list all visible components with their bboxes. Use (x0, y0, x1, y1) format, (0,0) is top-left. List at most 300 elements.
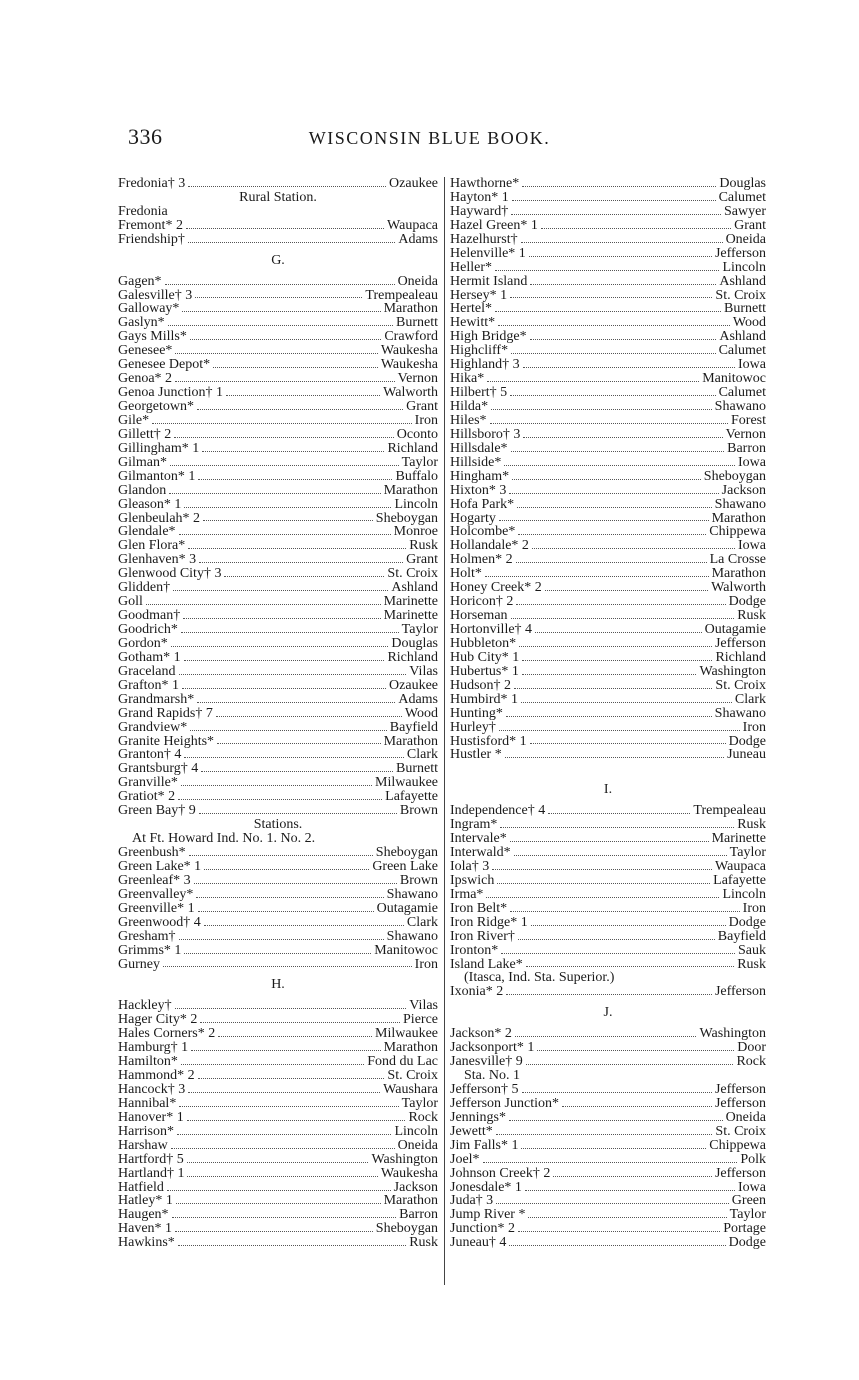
entry-county: Jefferson (714, 1081, 766, 1097)
entry-row (118, 860, 438, 874)
dot-leader (504, 464, 735, 466)
page-number: 336 (128, 124, 163, 149)
entry-row (450, 735, 766, 749)
entry-county: Chippewa (709, 1137, 766, 1153)
dot-leader (175, 380, 395, 382)
dot-leader (189, 854, 373, 856)
entry-row (118, 1013, 438, 1027)
entry-row (118, 776, 438, 790)
dot-leader (170, 464, 399, 466)
entry-name: Hixton* 3 (450, 482, 507, 498)
dot-leader (512, 199, 716, 201)
entry-row (118, 637, 438, 651)
entry-name: Grimms* 1 (118, 942, 182, 958)
entry-county: Washington (699, 1026, 766, 1042)
entry-row (118, 1083, 438, 1097)
entry-row (118, 846, 438, 860)
dot-leader (199, 812, 397, 814)
entry-county: Adams (398, 231, 438, 247)
entry-county: Ashland (719, 273, 766, 289)
dot-leader (514, 687, 712, 689)
entry-row (450, 595, 766, 609)
entry-county: Jefferson (714, 1165, 766, 1181)
entry-row (450, 205, 766, 219)
entry-row (450, 330, 766, 344)
entry-row (118, 1181, 438, 1195)
dot-leader (204, 868, 369, 870)
entry-county: Marinette (383, 608, 438, 624)
entry-row (118, 302, 438, 316)
entry-name: Hillsboro† 3 (450, 426, 521, 442)
entry-name: Jonesdale* 1 (450, 1179, 522, 1195)
entry-row (450, 302, 766, 316)
entry-county: Burnett (396, 315, 438, 331)
dot-leader (531, 924, 726, 926)
entry-row (118, 651, 438, 665)
entry-row (450, 846, 766, 860)
dot-leader (529, 255, 712, 257)
entry-county: Rusk (737, 956, 766, 972)
entry-row (450, 539, 766, 553)
entry-row (450, 958, 766, 972)
entry-row (118, 219, 438, 233)
dot-leader (181, 784, 372, 786)
dot-leader (510, 394, 715, 396)
entry-name: Goodman† (118, 608, 181, 624)
entry-row (450, 1181, 766, 1195)
entry-name: Irma* (450, 886, 484, 902)
entry-name: Humbird* 1 (450, 691, 519, 707)
entry-row (450, 400, 766, 414)
entry-row (118, 762, 438, 776)
dot-leader (199, 561, 403, 563)
entry-row (450, 553, 766, 567)
entry-row (450, 623, 766, 637)
entry-county: Jackson (721, 482, 766, 498)
dot-leader (173, 589, 388, 591)
entry-row (450, 581, 766, 595)
entry-row (450, 191, 766, 205)
entry-row (450, 707, 766, 721)
entry-name: Hatley* 1 (118, 1193, 173, 1209)
entry-row (118, 804, 438, 818)
entry-county: Lafayette (385, 789, 438, 805)
dot-leader (197, 408, 403, 410)
entry-row (450, 358, 766, 372)
dot-leader (515, 1035, 697, 1037)
entry-name: Granville* (118, 775, 178, 791)
dot-leader (491, 408, 712, 410)
dot-leader (217, 742, 381, 744)
entry-name: Hubbleton* (450, 635, 517, 651)
entry-county: Rusk (737, 608, 766, 624)
entry-row (118, 553, 438, 567)
entry-county: Marinette (711, 831, 766, 847)
entry-name: Hawthorne* (450, 176, 520, 191)
entry-name: Hazelhurst† (450, 231, 518, 247)
entry-row (450, 1097, 766, 1111)
entry-row (118, 1055, 438, 1069)
entry-row (450, 219, 766, 233)
entry-row (450, 721, 766, 735)
entry-name: Hales Corners* 2 (118, 1026, 216, 1042)
entry-row (118, 525, 438, 539)
entry-county: Lincoln (722, 259, 766, 275)
entry-row (450, 902, 766, 916)
dot-leader (505, 756, 724, 758)
dot-leader (511, 352, 715, 354)
entry-county: Iowa (738, 1179, 766, 1195)
dot-leader (190, 338, 382, 340)
entry-county: Rock (736, 1054, 766, 1070)
dot-leader (516, 561, 707, 563)
entry-row (450, 247, 766, 261)
entry-name: Georgetown* (118, 399, 194, 415)
entry-row (450, 944, 766, 958)
entry-county: Burnett (396, 761, 438, 777)
dot-leader (522, 1091, 712, 1093)
entry-county: Barron (399, 1207, 438, 1223)
entry-county: Sawyer (724, 203, 766, 219)
entry-row (118, 233, 438, 247)
entry-row (118, 1041, 438, 1055)
entry-name: Hazel Green* 1 (450, 217, 538, 233)
dot-leader (490, 422, 728, 424)
dot-leader (526, 965, 735, 967)
entry-name: Gordon* (118, 635, 168, 651)
column-right (450, 177, 766, 1250)
entry-county: Oneida (725, 231, 766, 247)
entry-county: Iron (742, 900, 766, 916)
dot-leader (198, 1077, 385, 1079)
entry-row (118, 595, 438, 609)
dot-leader (483, 1161, 738, 1163)
entry-name: Jacksonport* 1 (450, 1040, 535, 1056)
entry-county: Walworth (711, 580, 766, 596)
entry-county: Sheboygan (375, 845, 438, 861)
entry-name: Gresham† (118, 928, 176, 944)
entry-row (450, 275, 766, 289)
entry-row (118, 1208, 438, 1222)
dot-leader (179, 938, 384, 940)
entry-county: Sheboygan (375, 510, 438, 526)
entry-name: Genesee* (118, 343, 173, 359)
entry-county: Waukesha (380, 343, 438, 359)
entry-name: Hortonville† 4 (450, 622, 533, 637)
entry-county: Portage (723, 1221, 766, 1237)
entry-county: St. Croix (715, 287, 766, 303)
column-divider (444, 177, 445, 1285)
entry-county: Brown (399, 803, 438, 819)
entry-county: Clark (734, 691, 766, 707)
entry-name: Holmen* 2 (450, 552, 513, 568)
entry-row (118, 414, 438, 428)
entry-row (118, 665, 438, 679)
entry-county: Monroe (393, 524, 438, 540)
entry-row (118, 679, 438, 693)
entry-row (450, 316, 766, 330)
entry-name: Holcombe* (450, 524, 516, 540)
entry-name: Gilmanton* 1 (118, 468, 196, 484)
entry-row (118, 484, 438, 498)
entry-county: Milwaukee (375, 1026, 438, 1042)
entry-name: Greenwood† 4 (118, 914, 201, 930)
entry-row (450, 860, 766, 874)
entry-name: Harrison* (118, 1123, 174, 1139)
section-heading: H. (271, 977, 285, 993)
entry-county: Shawano (714, 705, 766, 721)
dot-leader (182, 687, 386, 689)
entry-name: Gile* (118, 412, 150, 428)
entry-county: Taylor (401, 454, 438, 470)
entry-county: Sauk (738, 942, 766, 958)
entry-county: Sheboygan (375, 1221, 438, 1237)
entry-county: Green (731, 1193, 766, 1209)
entry-county: Lincoln (394, 1123, 438, 1139)
entry-name: Galloway* (118, 301, 180, 317)
entry-county: Trempealeau (693, 803, 766, 819)
entry-row (450, 1236, 766, 1250)
entry-row (118, 916, 438, 930)
dot-leader (519, 645, 712, 647)
entry-row (118, 1222, 438, 1236)
entry-name: Hewitt* (450, 315, 496, 331)
entry-row (450, 832, 766, 846)
dot-leader (167, 1189, 391, 1191)
dot-leader (509, 492, 718, 494)
entry-row (118, 275, 438, 289)
entry-county: Waupaca (715, 858, 766, 874)
entry-row (450, 233, 766, 247)
entry-name: Gratiot* 2 (118, 789, 176, 805)
entry-county: St. Croix (387, 566, 438, 582)
entry-row (118, 1069, 438, 1083)
entry-county: Marathon (383, 482, 438, 498)
entry-name: Iron Ridge* 1 (450, 914, 528, 930)
entry-name: Janesville† 9 (450, 1054, 523, 1070)
dot-leader (181, 631, 399, 633)
entry-county: Ozaukee (389, 176, 438, 191)
entry-county: Shawano (386, 886, 438, 902)
entry-name: Haven* 1 (118, 1221, 173, 1237)
entry-row (450, 261, 766, 275)
entry-name: Hawkins* (118, 1235, 175, 1251)
entry-county: Ozaukee (389, 677, 438, 693)
dot-leader (201, 770, 393, 772)
entry-row (450, 748, 766, 762)
entry-row (450, 386, 766, 400)
entry-county: Washington (371, 1151, 438, 1167)
dot-leader (216, 715, 402, 717)
entry-county: Door (737, 1040, 766, 1056)
entry-county: Clark (406, 747, 438, 763)
entry-name: Hertel* (450, 301, 492, 317)
entry-name: Glen Flora* (118, 538, 186, 554)
entry-row (450, 1041, 766, 1055)
entry-name: Horseman (450, 608, 508, 624)
dot-leader (485, 575, 709, 577)
entry-name: Hilda* (450, 399, 489, 414)
entry-row (118, 944, 438, 958)
entry-row (450, 525, 766, 539)
entry-row (118, 790, 438, 804)
entry-name: Greenleaf* 3 (118, 872, 191, 888)
entry-county: Polk (740, 1151, 766, 1167)
dot-leader (187, 1175, 377, 1177)
dot-leader (179, 533, 391, 535)
entry-name: Ironton* (450, 942, 499, 958)
dot-leader (202, 450, 384, 452)
entry-row (450, 916, 766, 930)
entry-name: Gotham* 1 (118, 649, 181, 665)
entry-county: Bayfield (389, 719, 438, 735)
entry-name: Hersey* 1 (450, 287, 508, 303)
dot-leader (509, 1119, 723, 1121)
entry-name: Hubertus* 1 (450, 663, 519, 679)
dot-leader (500, 826, 734, 828)
dot-leader (509, 1244, 725, 1246)
dot-leader (522, 659, 712, 661)
entry-row (118, 888, 438, 902)
entry-name: Ixonia* 2 (450, 984, 504, 1000)
dot-leader (171, 645, 389, 647)
entry-county: Sheboygan (703, 468, 766, 484)
dot-leader (188, 185, 386, 187)
entry-county: Manitowoc (374, 942, 438, 958)
entry-name: Grandview* (118, 719, 188, 735)
entry-county: Jefferson (714, 1095, 766, 1111)
entry-county: Richland (715, 649, 766, 665)
entry-row (450, 1167, 766, 1181)
dot-leader (511, 213, 721, 215)
dot-leader (188, 241, 395, 243)
entry-row (450, 567, 766, 581)
entry-name: Hudson† 2 (450, 677, 512, 693)
dot-leader (152, 422, 412, 424)
entry-name: Jackson* 2 (450, 1026, 512, 1042)
entry-row (450, 470, 766, 484)
entry-name: Grantsburg† 4 (118, 761, 199, 777)
entry-row (118, 999, 438, 1013)
entry-name: Hustisford* 1 (450, 733, 527, 749)
dot-leader (197, 701, 395, 703)
entry-row (450, 665, 766, 679)
entry-county: Brown (399, 872, 438, 888)
dot-leader (198, 478, 392, 480)
entry-name: Hiles* (450, 412, 487, 428)
entry-county: Dodge (728, 1235, 766, 1251)
entry-name: Hilbert† 5 (450, 385, 508, 401)
dot-leader (224, 575, 384, 577)
entry-county: Wood (732, 315, 766, 331)
entry-row (450, 414, 766, 428)
entry-county: St. Croix (715, 1123, 766, 1139)
entry-county: Douglas (719, 176, 766, 191)
entry-name: Iola† 3 (450, 858, 490, 874)
entry-name: Hancock† 3 (118, 1081, 186, 1097)
entry-county: Shawano (714, 399, 766, 414)
dot-leader (168, 324, 393, 326)
entry-name: Genoa* 2 (118, 371, 173, 387)
entry-name: Hunting* (450, 705, 503, 721)
entry-county: Green Lake (372, 858, 438, 874)
entry-row (118, 902, 438, 916)
entry-county: Grant (406, 552, 438, 568)
entry-note: At Ft. Howard Ind. No. 1. No. 2. (132, 831, 316, 847)
entry-county: Rusk (409, 1235, 438, 1251)
entry-name: Honey Creek* 2 (450, 580, 542, 596)
entry-name: Ipswich (450, 872, 495, 888)
entry-name: Intervale* (450, 831, 507, 847)
entry-row (118, 400, 438, 414)
entry-name: Gilman* (118, 454, 167, 470)
dot-leader (528, 1216, 726, 1218)
entry-row (450, 1111, 766, 1125)
entry-name: Grandmarsh* (118, 691, 195, 707)
dot-leader (510, 840, 709, 842)
entry-county: Oneida (397, 273, 438, 289)
dot-leader (184, 756, 404, 758)
dot-leader (510, 910, 740, 912)
dot-leader (526, 1063, 734, 1065)
dot-leader (545, 589, 708, 591)
entry-county: Buffalo (395, 468, 438, 484)
entry-row (450, 818, 766, 832)
entry-row (450, 985, 766, 999)
entry-row (118, 1139, 438, 1153)
entry-name: Hofa Park* (450, 496, 515, 512)
entry-name: Junction* 2 (450, 1221, 515, 1237)
entry-name: Gays Mills* (118, 329, 187, 345)
entry-county: Taylor (401, 1095, 438, 1111)
entry-name: Jump River * (450, 1207, 526, 1223)
entry-name: Highland† 3 (450, 357, 520, 373)
entry-name: Glenhaven* 3 (118, 552, 197, 568)
dot-leader (522, 185, 716, 187)
entry-county: Dodge (728, 733, 766, 749)
entry-name: Granton† 4 (118, 747, 182, 763)
entry-row (450, 874, 766, 888)
entry-row (450, 428, 766, 442)
entry-row (118, 428, 438, 442)
entry-row (118, 609, 438, 623)
entry-county: Marathon (711, 566, 766, 582)
entry-row (450, 888, 766, 902)
column-left (118, 177, 438, 1250)
dot-leader (530, 283, 716, 285)
entry-name: Gurney (118, 956, 160, 972)
entry-row (118, 316, 438, 330)
entry-row (450, 930, 766, 944)
entry-name: Hollandale* 2 (450, 538, 529, 554)
dot-leader (521, 241, 723, 243)
entry-name: Hub City* 1 (450, 649, 520, 665)
entry-row (450, 344, 766, 358)
dot-leader (213, 366, 378, 368)
entry-name: Grafton* 1 (118, 677, 180, 693)
dot-leader (175, 1007, 407, 1009)
dot-leader (514, 854, 727, 856)
entry-name: Glandon (118, 482, 167, 498)
entry-county: Vernon (397, 371, 438, 387)
dot-leader (525, 1189, 735, 1191)
entry-row (450, 372, 766, 386)
dot-leader (204, 924, 404, 926)
dot-leader (179, 1105, 398, 1107)
entry-county: Marathon (383, 1193, 438, 1209)
entry-row (118, 1167, 438, 1181)
entry-name: Friendship† (118, 231, 185, 247)
